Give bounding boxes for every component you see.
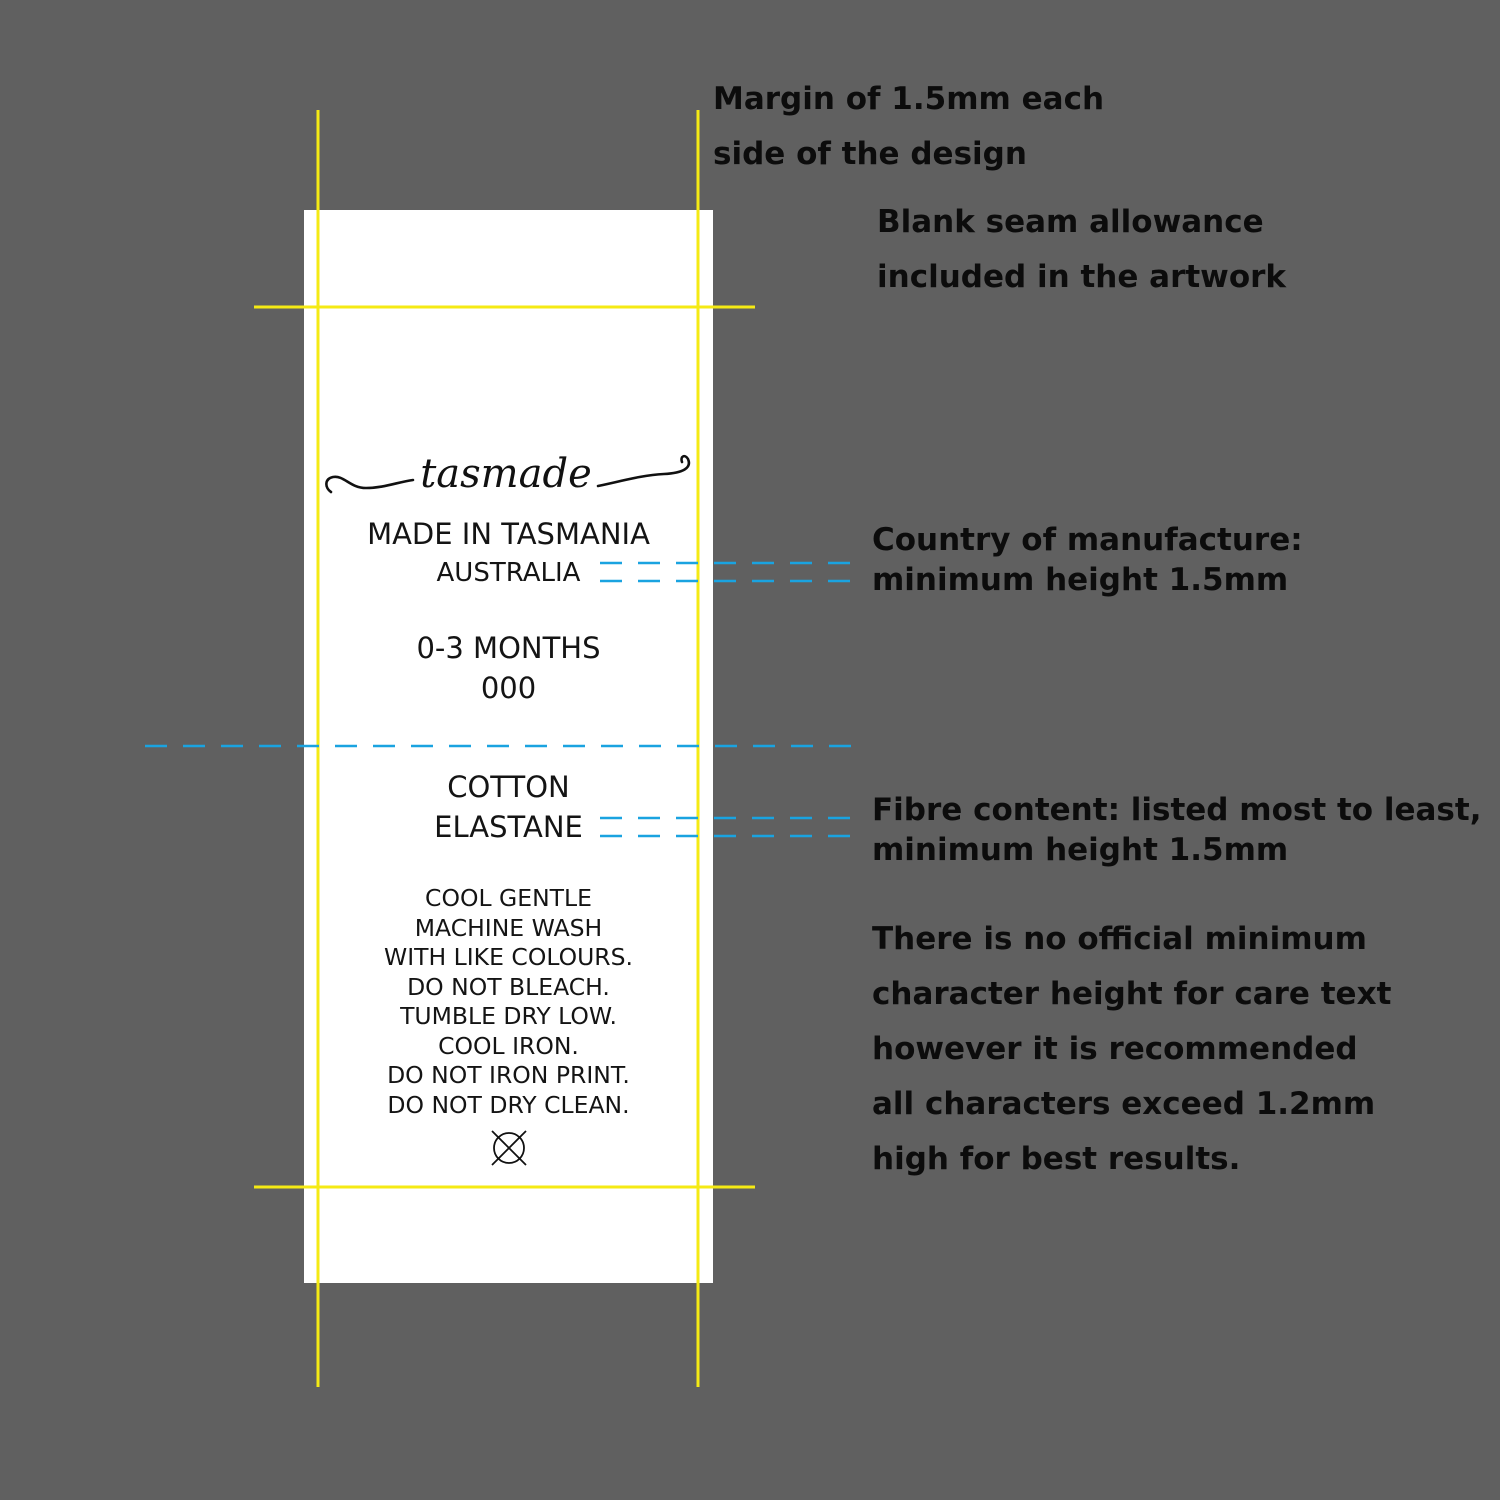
size-months: 0-3 MONTHS bbox=[416, 631, 601, 665]
care-line: DO NOT BLEACH. bbox=[407, 972, 610, 1001]
annotation-line: Blank seam allowance bbox=[877, 204, 1264, 240]
fibre-cotton: COTTON bbox=[447, 770, 570, 804]
care-text-annotation bbox=[872, 912, 1391, 1187]
annotation-line: minimum height 1.5mm bbox=[872, 832, 1289, 868]
care-line: DO NOT DRY CLEAN. bbox=[387, 1090, 630, 1119]
annotation-line: minimum height 1.5mm bbox=[872, 562, 1289, 598]
care-line: TUMBLE DRY LOW. bbox=[400, 1002, 617, 1030]
logo-text: tasmade bbox=[420, 451, 592, 497]
care-line: MACHINE WASH bbox=[414, 913, 603, 942]
country-of-manufacture: MADE IN TASMANIA bbox=[367, 517, 650, 551]
care-line: COOL IRON. bbox=[438, 1031, 579, 1060]
margin-annotation bbox=[713, 72, 1104, 182]
annotation-line: all characters exceed 1.2mm bbox=[872, 1086, 1376, 1122]
annotation-line: There is no official minimum bbox=[872, 921, 1367, 957]
size-code: 000 bbox=[480, 671, 537, 705]
care-line: WITH LIKE COLOURS. bbox=[384, 943, 633, 971]
care-line: COOL GENTLE bbox=[425, 884, 592, 912]
care-line: DO NOT IRON PRINT. bbox=[387, 1061, 630, 1089]
country-australia: AUSTRALIA bbox=[436, 558, 581, 588]
country-annotation bbox=[872, 520, 1303, 600]
annotation-line: Fibre content: listed most to least, bbox=[872, 792, 1482, 828]
annotation-line: Margin of 1.5mm each bbox=[713, 81, 1105, 117]
clothing-label bbox=[304, 210, 713, 1283]
fibre-elastane: ELASTANE bbox=[434, 810, 583, 844]
seam-allowance-annotation bbox=[877, 195, 1286, 305]
annotation-line: included in the artwork bbox=[877, 259, 1287, 295]
annotation-line: Country of manufacture: bbox=[872, 522, 1303, 558]
fibre-annotation bbox=[872, 790, 1481, 870]
annotation-line: however it is recommended bbox=[872, 1031, 1358, 1067]
care-instructions bbox=[304, 884, 713, 1120]
annotation-line: side of the design bbox=[713, 136, 1027, 172]
annotation-line: character height for care text bbox=[872, 976, 1392, 1012]
annotation-line: high for best results. bbox=[872, 1141, 1241, 1177]
